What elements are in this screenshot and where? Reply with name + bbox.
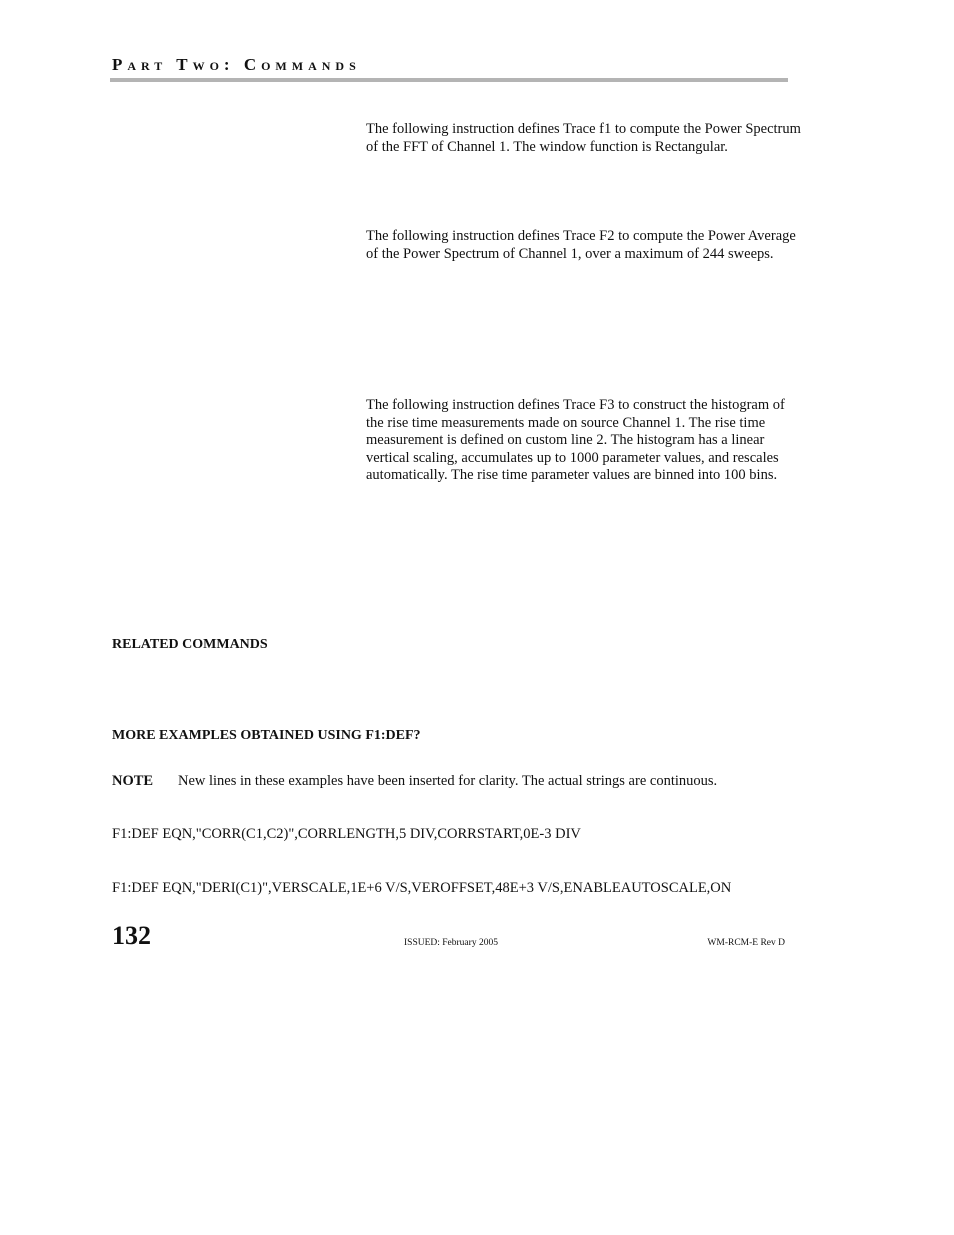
note-label: NOTE [112,773,154,789]
issued-date: ISSUED: February 2005 [404,938,498,948]
page-header-title: Part Two: Commands [112,55,361,74]
command-example: F1:DEF EQN,"CORR(C1,C2)",CORRLENGTH,5 DIV,CORRSTART,0E-3 DIV [112,826,581,842]
example-description-paragraph: The following instruction defines Trace f1 to compute the Power Spectrum of the FFT of Channel 1. The window function is Rectangular. [366,121,801,155]
document-id: WM-RCM-E Rev D [707,938,785,948]
page-number: 132 [112,921,151,950]
header-divider [110,78,788,82]
example-description-paragraph: The following instruction defines Trace F2 to compute the Power Average of the Power Spectrum of Channel 1, over a maximum of 244 sweeps. [366,228,796,262]
more-examples-heading: MORE EXAMPLES OBTAINED USING F1:DEF? [112,728,421,743]
related-commands-heading: RELATED COMMANDS [112,637,268,652]
example-description-paragraph: The following instruction defines Trace F3 to construct the histogram of the rise time measurements made on source Channel 1. The rise time measurement is defined on custom line 2. The histogram has a linear vertical scaling, accumulates up to 1000 parameter values, and rescales automatically. The rise time parameter values are binned into 100 bins. [366,397,785,484]
note-text: New lines in these examples have been inserted for clarity. The actual strings are continuous. [178,773,718,789]
command-example: F1:DEF EQN,"DERI(C1)",VERSCALE,1E+6 V/S,VEROFFSET,48E+3 V/S,ENABLEAUTOSCALE,ON [112,880,732,896]
